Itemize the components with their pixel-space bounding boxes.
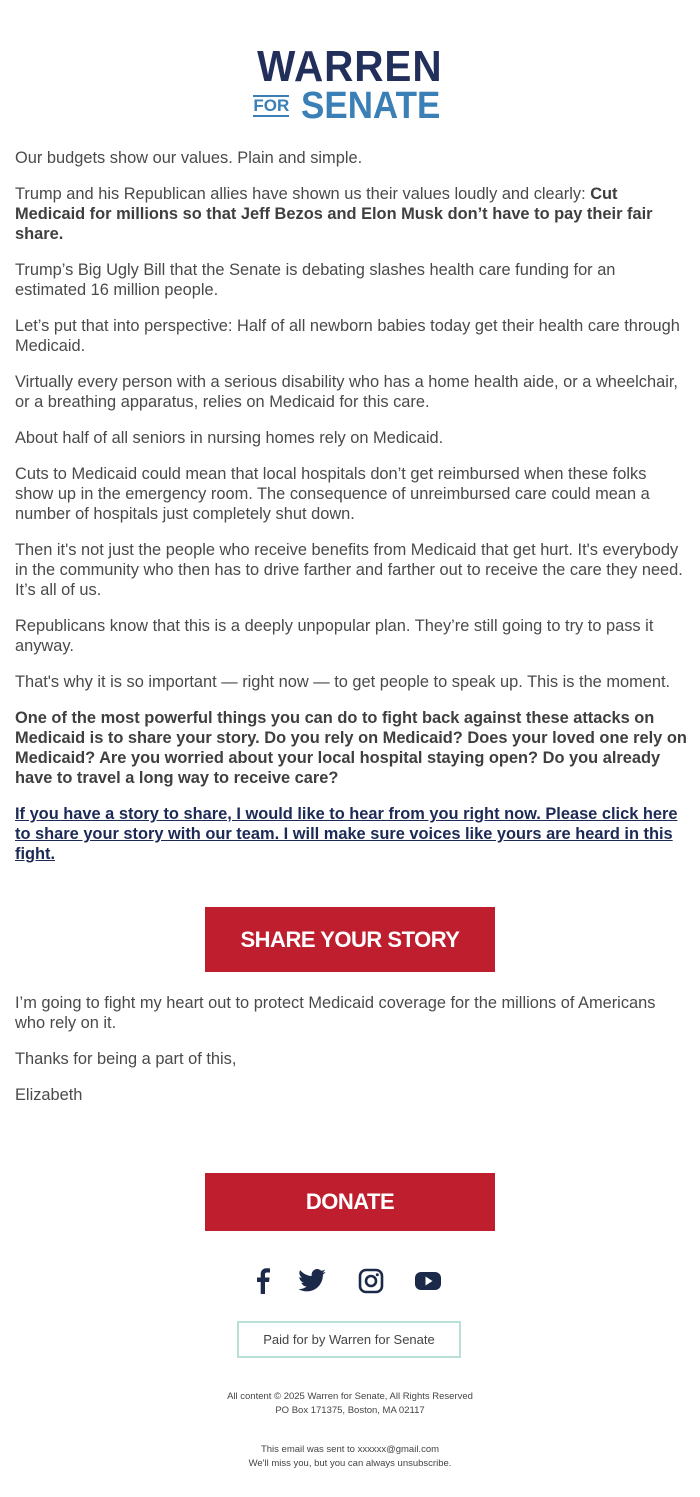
logo-warren: WARREN (257, 42, 443, 91)
closing (15, 993, 687, 1121)
footer-copyright-block (0, 1390, 700, 1418)
logo-senate: SENATE (301, 85, 441, 127)
warren-for-senate-logo (0, 42, 700, 127)
copyright: All content © 2025 Warren for Senate, All Rights Reserved (227, 1391, 473, 1402)
twitter-icon[interactable] (297, 1266, 327, 1296)
paid-for-disclaimer: Paid for by Warren for Senate (237, 1321, 461, 1358)
paragraph-9: Republicans know that this is a deeply unpopular plan. They’re still going to try to pass it anyway. (15, 617, 654, 655)
paragraph-13: Thanks for being a part of this, (15, 1050, 237, 1068)
social-links (0, 1266, 700, 1296)
paragraph-11 (15, 708, 687, 788)
share-your-story-button[interactable]: SHARE YOUR STORY (205, 907, 495, 972)
paragraph-4: Let’s put that into perspective: Half of all newborn babies today get their health care through Medicaid. (15, 317, 680, 355)
logo-for: FOR (253, 96, 290, 115)
paragraph-1: Our budgets show our values. Plain and simple. (15, 149, 363, 167)
instagram-icon[interactable] (356, 1266, 386, 1296)
paragraph-6: About half of all seniors in nursing homes rely on Medicaid. (15, 429, 444, 447)
paragraph-8: Then it's not just the people who receive benefits from Medicaid that get hurt. It's everybody in the community who then has to drive farther and farther out to receive the care they need. It’s all of us. (15, 541, 683, 599)
paragraph-2 (15, 184, 687, 244)
footer-email-block (0, 1443, 700, 1471)
signature: Elizabeth (15, 1086, 83, 1104)
paragraph-10: That's why it is so important — right now — to get people to speak up. This is the moment. (15, 673, 671, 691)
youtube-icon[interactable] (413, 1266, 443, 1296)
paragraph-2-bold: Cut Medicaid for millions so that Jeff Bezos and Elon Musk don’t have to pay their fair share. (15, 185, 653, 243)
address: PO Box 171375, Boston, MA 02117 (275, 1405, 425, 1416)
paragraph-5: Virtually every person with a serious disability who has a home health aide, or a wheelchair, or a breathing apparatus, relies on Medicaid for this care. (15, 373, 678, 411)
share-story-link-paragraph (15, 804, 687, 864)
email-body (15, 148, 687, 880)
paragraph-3: Trump’s Big Ugly Bill that the Senate is debating slashes health care funding for an estimated 16 million people. (15, 261, 616, 299)
donate-button[interactable]: DONATE (205, 1173, 495, 1231)
paragraph-7: Cuts to Medicaid could mean that local hospitals don’t get reimbursed when these folks show up in the emergency room. The consequence of unreimbursed care could mean a number of hospitals just completely shut down. (15, 465, 650, 523)
paragraph-12: I’m going to fight my heart out to protect Medicaid coverage for the millions of Americans who rely on it. (15, 994, 656, 1032)
facebook-icon[interactable] (248, 1266, 278, 1296)
paragraph-11-bold: One of the most powerful things you can do to fight back against these attacks on Medicaid is to share your story. Do you rely on Medicaid? Does your loved one rely on Medicaid? Are you worried about your local hospital staying open? Do you already have to travel a long way to receive care? (15, 709, 687, 787)
sent-to: This email was sent to xxxxxx@gmail.com (260, 1444, 440, 1455)
share-story-link[interactable]: If you have a story to share, I would like to hear from you right now. Please click here to share your story with our team. I will make sure voices like yours are heard in this fight. (15, 805, 678, 863)
paragraph-2-text: Trump and his Republican allies have shown us their values loudly and clearly: (15, 185, 591, 203)
unsubscribe-text[interactable]: We'll miss you, but you can always unsubscribe. (248, 1458, 452, 1469)
